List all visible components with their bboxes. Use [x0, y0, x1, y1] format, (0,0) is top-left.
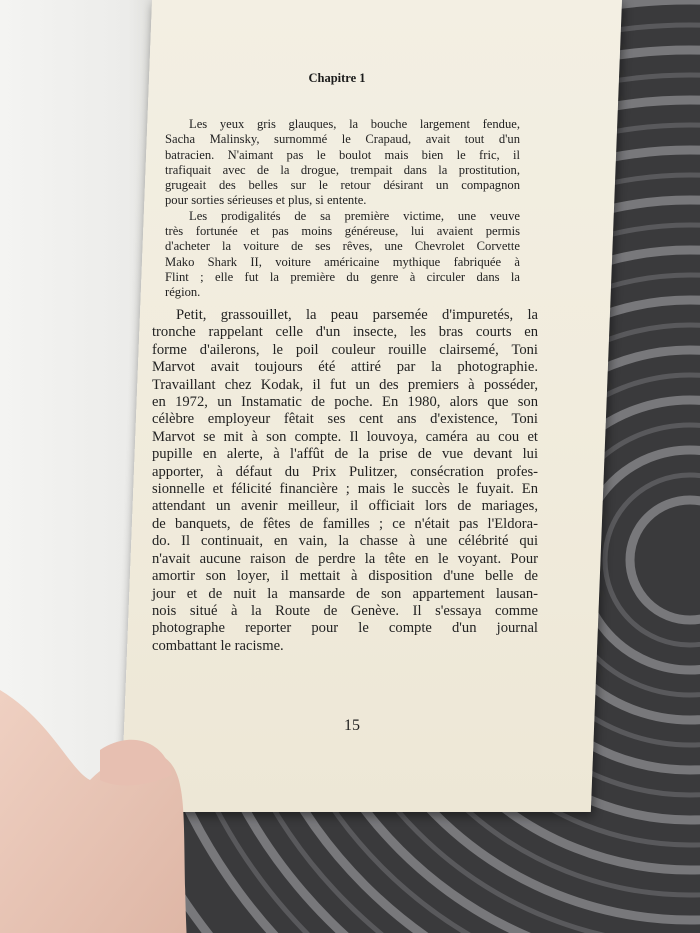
- text-line: de banquets, de fêtes de familles ; ce n'était pas l'Eldora-: [152, 515, 538, 532]
- chapter-title: Chapitre 1: [308, 71, 366, 85]
- text-line: Mako Shark II, voiture américaine mythique fabriquée à: [165, 254, 520, 269]
- text-line: Travaillant chez Kodak, il fut un des premiers à posséder,: [152, 376, 538, 393]
- text-line: trafiquait avec de la drogue, trempait dans la prostitution,: [165, 162, 520, 177]
- text-line: tronche rappelant celle d'un insecte, les bras courts en: [152, 324, 538, 341]
- text-line: amortir son loyer, il mettait à disposition d'une belle de: [152, 568, 538, 585]
- text-line: Marvot se mit à son compte. Il louvoya, caméra au cou et: [152, 428, 538, 445]
- text-line: Les yeux gris glauques, la bouche largement fendue,: [189, 117, 520, 131]
- text-line: nois situé à la Route de Genève. Il s'essaya comme: [152, 602, 538, 619]
- main-text: [152, 307, 538, 655]
- opening-text: [165, 117, 520, 301]
- thumb-image: [0, 690, 220, 933]
- text-line: d'acheter la voiture de ses rêves, une Chevrolet Corvette: [165, 239, 520, 254]
- text-line: batracien. N'aimant pas le boulot mais bien le fric, il: [165, 147, 520, 162]
- paragraph-2: [165, 209, 520, 301]
- text-line: très fortunée et pas moins généreuse, lui avaient permis: [165, 224, 520, 239]
- text-line: Flint ; elle fut la première du genre à circuler dans la: [165, 269, 520, 284]
- text-line: photographe reporter pour le compte d'un journal: [152, 620, 538, 637]
- text-line: pupille en alerte, à l'affût de la prise de vue devant lui: [152, 446, 538, 463]
- text-line: célèbre employeur fêtait ses cent ans d'existence, Toni: [152, 411, 538, 428]
- text-line: pour sorties sérieuses et plus, si entente.: [165, 193, 367, 208]
- page-number: 15: [344, 717, 360, 734]
- text-line: Petit, grassouillet, la peau parsemée d'impuretés, la: [176, 307, 538, 323]
- text-line: région.: [165, 285, 201, 300]
- paragraph-3: [152, 307, 538, 655]
- text-line: sionnelle et félicité financière ; mais le succès le fuyait. En: [152, 481, 538, 498]
- text-line: Sacha Malinsky, surnommé le Crapaud, avait tout d'un: [165, 132, 520, 147]
- text-line: en 1972, un Instamatic de poche. En 1980, alors que son: [152, 394, 538, 411]
- text-line: Les prodigalités de sa première victime, une veuve: [189, 208, 520, 223]
- text-line: combattant le racisme.: [152, 637, 284, 654]
- text-line: n'avait aucune raison de perdre la tête en le voyant. Pour: [152, 550, 538, 567]
- text-line: jour et de nuit la mansarde de son appartement lausan-: [152, 585, 538, 602]
- text-line: attendant un avenir meilleur, il officiait lors de mariages,: [152, 498, 538, 515]
- text-line: do. Il continuait, en vain, la chasse à une célébrité qui: [152, 533, 538, 550]
- text-line: grugeait des belles sur le retour désirant un compagnon: [165, 178, 520, 193]
- text-line: Marvot avait toujours été attiré par la photographie.: [152, 359, 538, 376]
- book-page-content: [152, 0, 622, 812]
- text-line: forme d'ailerons, le poil couleur rouille clairsemé, Toni: [152, 341, 538, 358]
- text-line: apporter, à défaut du Prix Pulitzer, consécration profes-: [152, 463, 538, 480]
- paragraph-1: [165, 117, 520, 209]
